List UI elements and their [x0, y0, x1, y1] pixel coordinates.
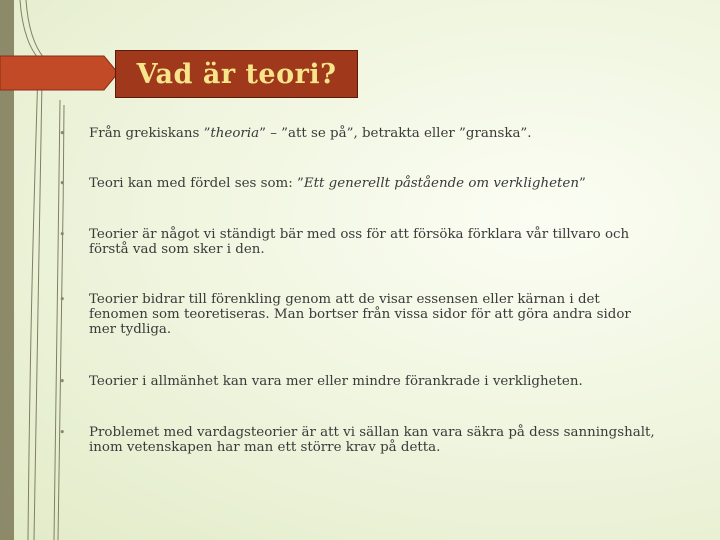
title-box — [115, 50, 358, 98]
bullet-text-post: ” – ”att se på”, betrakta eller ”granska”. — [259, 126, 532, 141]
bullet-dot-icon: • — [59, 127, 66, 140]
bullet-dot-icon: • — [59, 177, 66, 190]
bullet-text-pre: Från grekiskans ” — [89, 126, 211, 141]
bullet-text: Problemet med vardagsteorier är att vi sällan kan vara säkra på dess sanningshalt, inom vetenskapen har man ett större krav på detta. — [89, 425, 655, 455]
bullet-item — [56, 176, 656, 191]
bullet-text: Teorier är något vi ständigt bär med oss för att försöka förklara vår tillvaro och förstå vad som sker i den. — [89, 227, 630, 257]
page-title: Vad är teori? — [136, 58, 337, 90]
bullet-item — [56, 126, 656, 141]
bullet-item — [56, 292, 656, 337]
bullet-dot-icon: • — [59, 375, 66, 388]
bullet-text: Teorier bidrar till förenkling genom att de visar essensen eller kärnan i det fenomen som teoretiseras. Man bortser från vissa sidor för att göra andra sidor mer tydliga. — [89, 292, 631, 337]
title-arrow-decoration — [0, 50, 120, 96]
bullet-dot-icon: • — [59, 293, 66, 306]
bullet-text: Teorier i allmänhet kan vara mer eller mindre förankrade i verkligheten. — [89, 374, 583, 389]
bullet-text-post: ” — [578, 176, 586, 191]
bullet-dot-icon: • — [59, 426, 66, 439]
bullet-item — [56, 374, 656, 389]
bullet-text-pre: Teori kan med fördel ses som: ” — [89, 176, 304, 191]
bullet-dot-icon: • — [59, 228, 66, 241]
bullet-item — [56, 425, 656, 455]
bullet-text-emphasis: Ett generellt påstående om verkligheten — [303, 176, 579, 191]
bullet-text-emphasis: theoria — [210, 126, 260, 141]
bullet-item — [56, 227, 656, 257]
